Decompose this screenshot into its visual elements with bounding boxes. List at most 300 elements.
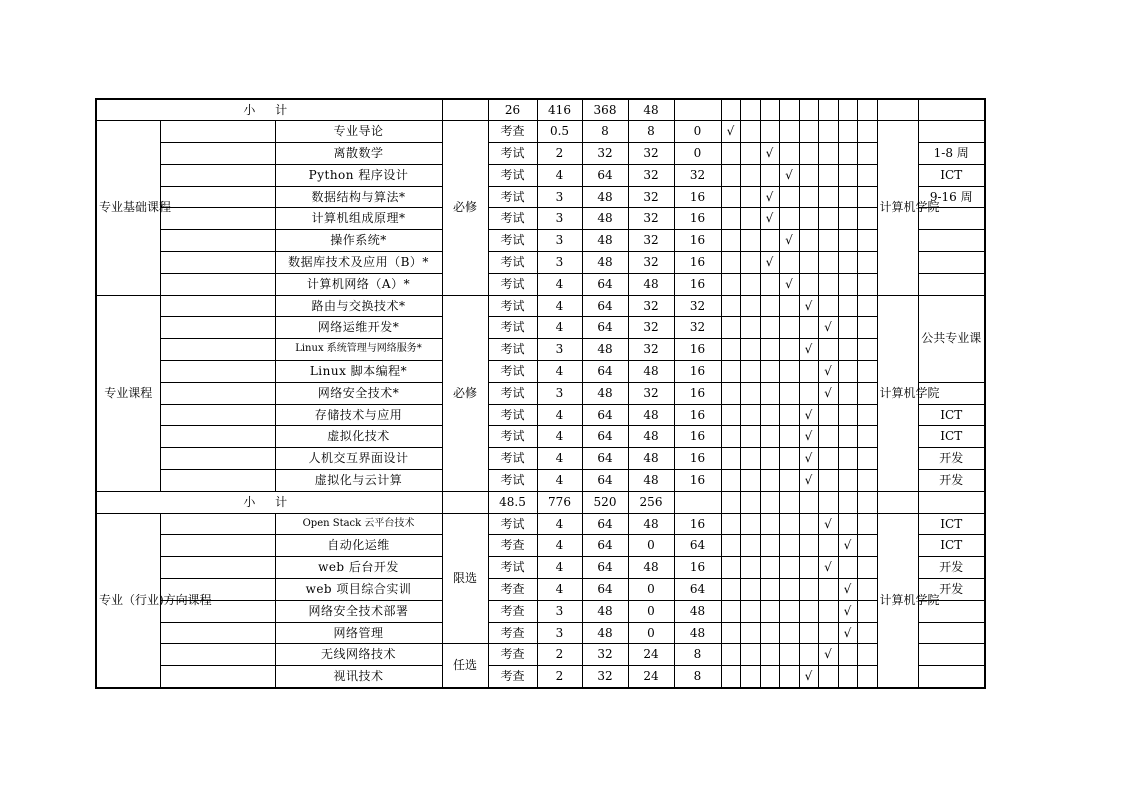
semester-cell: [721, 230, 740, 252]
theory-hours: 48: [628, 513, 674, 535]
check-mark: √: [799, 404, 818, 426]
semester-cell: [818, 600, 838, 622]
total-hours: 48: [582, 208, 628, 230]
semester-cell: [740, 230, 760, 252]
check-mark: √: [799, 295, 818, 317]
table-row: [96, 295, 985, 317]
course-name: 虚拟化与云计算: [275, 470, 442, 492]
table-cell: [160, 448, 275, 470]
semester-cell: [799, 186, 818, 208]
semester-cell: [799, 164, 818, 186]
semester-cell: [779, 186, 799, 208]
semester-cell: [740, 339, 760, 361]
semester-cell: [760, 339, 779, 361]
semester-cell: [721, 143, 740, 165]
table-cell: [160, 535, 275, 557]
exam-type: 考查: [488, 121, 537, 143]
semester-cell: [760, 557, 779, 579]
remark: [918, 644, 985, 666]
semester-cell: [760, 644, 779, 666]
table-cell: [160, 426, 275, 448]
total-hours: 64: [582, 295, 628, 317]
semester-cell: [818, 448, 838, 470]
credit: 4: [537, 513, 582, 535]
exam-type: 考查: [488, 600, 537, 622]
semester-cell: [721, 557, 740, 579]
semester-cell: [799, 513, 818, 535]
credit: 4: [537, 404, 582, 426]
course-category: 专业课程: [96, 295, 160, 491]
semester-cell: [721, 164, 740, 186]
course-name: 数据库技术及应用（B）*: [275, 252, 442, 274]
theory-hours: 32: [628, 208, 674, 230]
total-hours: 64: [582, 557, 628, 579]
semester-cell: [721, 339, 740, 361]
semester-cell: [740, 579, 760, 601]
semester-cell: [838, 186, 857, 208]
theory-hours: 48: [628, 470, 674, 492]
theory-hours: 32: [628, 339, 674, 361]
table-row: [96, 557, 985, 579]
table-cell: [160, 164, 275, 186]
semester-cell: [838, 470, 857, 492]
table-row: [96, 99, 985, 121]
credit: 3: [537, 622, 582, 644]
practice-hours: 16: [674, 470, 721, 492]
semester-cell: [857, 579, 877, 601]
remark: 9-16 周: [918, 186, 985, 208]
subtotal-value: 520: [582, 491, 628, 513]
semester-cell: [721, 666, 740, 688]
course-requirement: 任选: [442, 644, 488, 688]
semester-cell: [779, 382, 799, 404]
course-name: Python 程序设计: [275, 164, 442, 186]
exam-type: 考试: [488, 382, 537, 404]
table-row: [96, 382, 985, 404]
semester-cell: [721, 622, 740, 644]
credit: 3: [537, 382, 582, 404]
exam-type: 考查: [488, 666, 537, 688]
semester-cell: [760, 426, 779, 448]
check-mark: √: [838, 622, 857, 644]
total-hours: 64: [582, 273, 628, 295]
total-hours: 32: [582, 644, 628, 666]
check-mark: √: [799, 666, 818, 688]
table-cell: [818, 99, 838, 121]
semester-cell: [779, 600, 799, 622]
semester-cell: [779, 426, 799, 448]
semester-cell: [838, 557, 857, 579]
semester-cell: [857, 295, 877, 317]
table-cell: [160, 273, 275, 295]
check-mark: √: [818, 382, 838, 404]
semester-cell: [818, 470, 838, 492]
check-mark: √: [779, 273, 799, 295]
subtotal-value: 48: [628, 99, 674, 121]
exam-type: 考试: [488, 252, 537, 274]
table-cell: [160, 317, 275, 339]
practice-hours: 8: [674, 666, 721, 688]
table-cell: [160, 557, 275, 579]
semester-cell: [857, 273, 877, 295]
theory-hours: 32: [628, 164, 674, 186]
subtotal-label: 小 计: [96, 99, 442, 121]
course-name: 虚拟化技术: [275, 426, 442, 448]
semester-cell: [721, 404, 740, 426]
credit: 4: [537, 317, 582, 339]
table-cell: [160, 143, 275, 165]
semester-cell: [721, 382, 740, 404]
total-hours: 64: [582, 317, 628, 339]
total-hours: 64: [582, 404, 628, 426]
course-name: 自动化运维: [275, 535, 442, 557]
semester-cell: [857, 208, 877, 230]
table-cell: [442, 491, 488, 513]
remark: ICT: [918, 426, 985, 448]
course-name: 计算机网络（A）*: [275, 273, 442, 295]
credit: 3: [537, 208, 582, 230]
practice-hours: 16: [674, 426, 721, 448]
department: 计算机学院: [877, 121, 918, 295]
semester-cell: [740, 273, 760, 295]
practice-hours: 16: [674, 339, 721, 361]
practice-hours: 16: [674, 557, 721, 579]
table-cell: [160, 382, 275, 404]
total-hours: 48: [582, 339, 628, 361]
semester-cell: [760, 317, 779, 339]
table-cell: [740, 99, 760, 121]
semester-cell: [760, 404, 779, 426]
semester-cell: [740, 404, 760, 426]
remark: [918, 622, 985, 644]
credit: 3: [537, 252, 582, 274]
course-name: 网络安全技术*: [275, 382, 442, 404]
semester-cell: [760, 535, 779, 557]
semester-cell: [799, 557, 818, 579]
table-cell: [160, 339, 275, 361]
theory-hours: 48: [628, 404, 674, 426]
table-cell: [160, 121, 275, 143]
total-hours: 64: [582, 426, 628, 448]
table-row: [96, 491, 985, 513]
course-name: 网络安全技术部署: [275, 600, 442, 622]
semester-cell: [838, 295, 857, 317]
exam-type: 考试: [488, 513, 537, 535]
semester-cell: [818, 666, 838, 688]
check-mark: √: [838, 535, 857, 557]
table-row: [96, 622, 985, 644]
semester-cell: [838, 317, 857, 339]
semester-cell: [857, 382, 877, 404]
semester-cell: [760, 164, 779, 186]
exam-type: 考试: [488, 164, 537, 186]
theory-hours: 32: [628, 382, 674, 404]
semester-cell: [838, 644, 857, 666]
check-mark: √: [760, 186, 779, 208]
table-cell: [160, 666, 275, 688]
table-cell: [160, 230, 275, 252]
course-name: Linux 脚本编程*: [275, 361, 442, 383]
theory-hours: 48: [628, 361, 674, 383]
theory-hours: 32: [628, 295, 674, 317]
course-name: 人机交互界面设计: [275, 448, 442, 470]
semester-cell: [779, 535, 799, 557]
semester-cell: [740, 252, 760, 274]
practice-hours: 8: [674, 644, 721, 666]
practice-hours: 64: [674, 535, 721, 557]
practice-hours: 16: [674, 230, 721, 252]
semester-cell: [799, 143, 818, 165]
semester-cell: [818, 252, 838, 274]
table-cell: [721, 99, 740, 121]
semester-cell: [818, 143, 838, 165]
course-name: web 项目综合实训: [275, 579, 442, 601]
table-cell: [721, 491, 740, 513]
theory-hours: 0: [628, 622, 674, 644]
credit: 3: [537, 600, 582, 622]
theory-hours: 32: [628, 230, 674, 252]
credit: 0.5: [537, 121, 582, 143]
semester-cell: [740, 666, 760, 688]
remark: 公共专业课: [918, 295, 985, 382]
table-row: [96, 579, 985, 601]
table-cell: [799, 99, 818, 121]
semester-cell: [740, 622, 760, 644]
theory-hours: 0: [628, 579, 674, 601]
course-requirement: 必修: [442, 295, 488, 491]
exam-type: 考试: [488, 208, 537, 230]
course-name: 计算机组成原理*: [275, 208, 442, 230]
check-mark: √: [799, 448, 818, 470]
total-hours: 64: [582, 448, 628, 470]
practice-hours: 0: [674, 143, 721, 165]
theory-hours: 0: [628, 600, 674, 622]
semester-cell: [779, 404, 799, 426]
semester-cell: [857, 666, 877, 688]
semester-cell: [779, 295, 799, 317]
exam-type: 考查: [488, 579, 537, 601]
department: 计算机学院: [877, 513, 918, 687]
remark: [918, 230, 985, 252]
exam-type: 考试: [488, 273, 537, 295]
semester-cell: [721, 317, 740, 339]
practice-hours: 0: [674, 121, 721, 143]
total-hours: 48: [582, 622, 628, 644]
credit: 4: [537, 557, 582, 579]
table-cell: [779, 99, 799, 121]
semester-cell: [740, 448, 760, 470]
remark: 开发: [918, 557, 985, 579]
table-row: [96, 317, 985, 339]
semester-cell: [857, 448, 877, 470]
semester-cell: [818, 121, 838, 143]
credit: 3: [537, 339, 582, 361]
course-name: Open Stack 云平台技术: [275, 513, 442, 535]
theory-hours: 0: [628, 535, 674, 557]
table-cell: [857, 99, 877, 121]
total-hours: 64: [582, 535, 628, 557]
semester-cell: [760, 622, 779, 644]
semester-cell: [818, 273, 838, 295]
total-hours: 48: [582, 600, 628, 622]
table-row: [96, 513, 985, 535]
course-name: 视讯技术: [275, 666, 442, 688]
semester-cell: [857, 600, 877, 622]
semester-cell: [818, 339, 838, 361]
theory-hours: 32: [628, 186, 674, 208]
exam-type: 考试: [488, 339, 537, 361]
semester-cell: [799, 382, 818, 404]
practice-hours: 16: [674, 404, 721, 426]
semester-cell: [779, 143, 799, 165]
table-cell: [740, 491, 760, 513]
semester-cell: [857, 339, 877, 361]
semester-cell: [779, 644, 799, 666]
semester-cell: [740, 186, 760, 208]
practice-hours: 16: [674, 208, 721, 230]
semester-cell: [740, 426, 760, 448]
semester-cell: [838, 252, 857, 274]
semester-cell: [721, 513, 740, 535]
total-hours: 32: [582, 143, 628, 165]
semester-cell: [818, 186, 838, 208]
semester-cell: [779, 121, 799, 143]
exam-type: 考试: [488, 404, 537, 426]
check-mark: √: [760, 143, 779, 165]
semester-cell: [779, 448, 799, 470]
remark: ICT: [918, 404, 985, 426]
semester-cell: [857, 404, 877, 426]
semester-cell: [779, 252, 799, 274]
semester-cell: [721, 186, 740, 208]
semester-cell: [857, 164, 877, 186]
table-row: [96, 121, 985, 143]
total-hours: 48: [582, 252, 628, 274]
semester-cell: [721, 361, 740, 383]
table-cell: [160, 513, 275, 535]
credit: 4: [537, 164, 582, 186]
semester-cell: [779, 579, 799, 601]
check-mark: √: [818, 513, 838, 535]
check-mark: √: [818, 557, 838, 579]
credit: 2: [537, 666, 582, 688]
course-requirement: 必修: [442, 121, 488, 295]
credit: 4: [537, 579, 582, 601]
semester-cell: [721, 252, 740, 274]
table-cell: [779, 491, 799, 513]
table-cell: [760, 99, 779, 121]
remark: 1-8 周: [918, 143, 985, 165]
semester-cell: [818, 535, 838, 557]
semester-cell: [857, 513, 877, 535]
semester-cell: [721, 448, 740, 470]
semester-cell: [760, 600, 779, 622]
semester-cell: [760, 448, 779, 470]
table-row: [96, 426, 985, 448]
credit: 4: [537, 535, 582, 557]
table-cell: [160, 404, 275, 426]
semester-cell: [799, 579, 818, 601]
semester-cell: [760, 273, 779, 295]
semester-cell: [857, 644, 877, 666]
exam-type: 考试: [488, 317, 537, 339]
semester-cell: [721, 470, 740, 492]
exam-type: 考试: [488, 295, 537, 317]
table-row: [96, 361, 985, 383]
table-row: [96, 339, 985, 361]
table-cell: [674, 491, 721, 513]
practice-hours: 48: [674, 622, 721, 644]
exam-type: 考试: [488, 361, 537, 383]
table-cell: [160, 622, 275, 644]
semester-cell: [857, 557, 877, 579]
credit: 3: [537, 186, 582, 208]
semester-cell: [838, 382, 857, 404]
semester-cell: [838, 361, 857, 383]
practice-hours: 48: [674, 600, 721, 622]
check-mark: √: [760, 252, 779, 274]
semester-cell: [760, 666, 779, 688]
table-cell: [799, 491, 818, 513]
subtotal-value: 776: [537, 491, 582, 513]
semester-cell: [838, 164, 857, 186]
semester-cell: [857, 121, 877, 143]
subtotal-value: 256: [628, 491, 674, 513]
curriculum-table: [95, 98, 986, 689]
semester-cell: [740, 121, 760, 143]
table-row: [96, 252, 985, 274]
course-name: web 后台开发: [275, 557, 442, 579]
semester-cell: [760, 470, 779, 492]
table-cell: [760, 491, 779, 513]
practice-hours: 16: [674, 361, 721, 383]
total-hours: 64: [582, 513, 628, 535]
semester-cell: [740, 164, 760, 186]
semester-cell: [857, 426, 877, 448]
exam-type: 考试: [488, 230, 537, 252]
table-cell: [857, 491, 877, 513]
semester-cell: [799, 644, 818, 666]
remark: [918, 273, 985, 295]
semester-cell: [857, 143, 877, 165]
semester-cell: [838, 404, 857, 426]
check-mark: √: [779, 164, 799, 186]
table-cell: [442, 99, 488, 121]
semester-cell: [838, 273, 857, 295]
credit: 3: [537, 230, 582, 252]
semester-cell: [799, 230, 818, 252]
semester-cell: [740, 317, 760, 339]
theory-hours: 8: [628, 121, 674, 143]
table-cell: [160, 295, 275, 317]
semester-cell: [857, 622, 877, 644]
course-name: 网络管理: [275, 622, 442, 644]
semester-cell: [857, 361, 877, 383]
total-hours: 48: [582, 382, 628, 404]
course-name: 无线网络技术: [275, 644, 442, 666]
semester-cell: [740, 600, 760, 622]
table-row: [96, 404, 985, 426]
subtotal-value: 416: [537, 99, 582, 121]
semester-cell: [818, 404, 838, 426]
remark: 开发: [918, 579, 985, 601]
semester-cell: [721, 600, 740, 622]
semester-cell: [857, 535, 877, 557]
semester-cell: [740, 208, 760, 230]
course-name: 离散数学: [275, 143, 442, 165]
table-cell: [877, 491, 918, 513]
exam-type: 考查: [488, 622, 537, 644]
